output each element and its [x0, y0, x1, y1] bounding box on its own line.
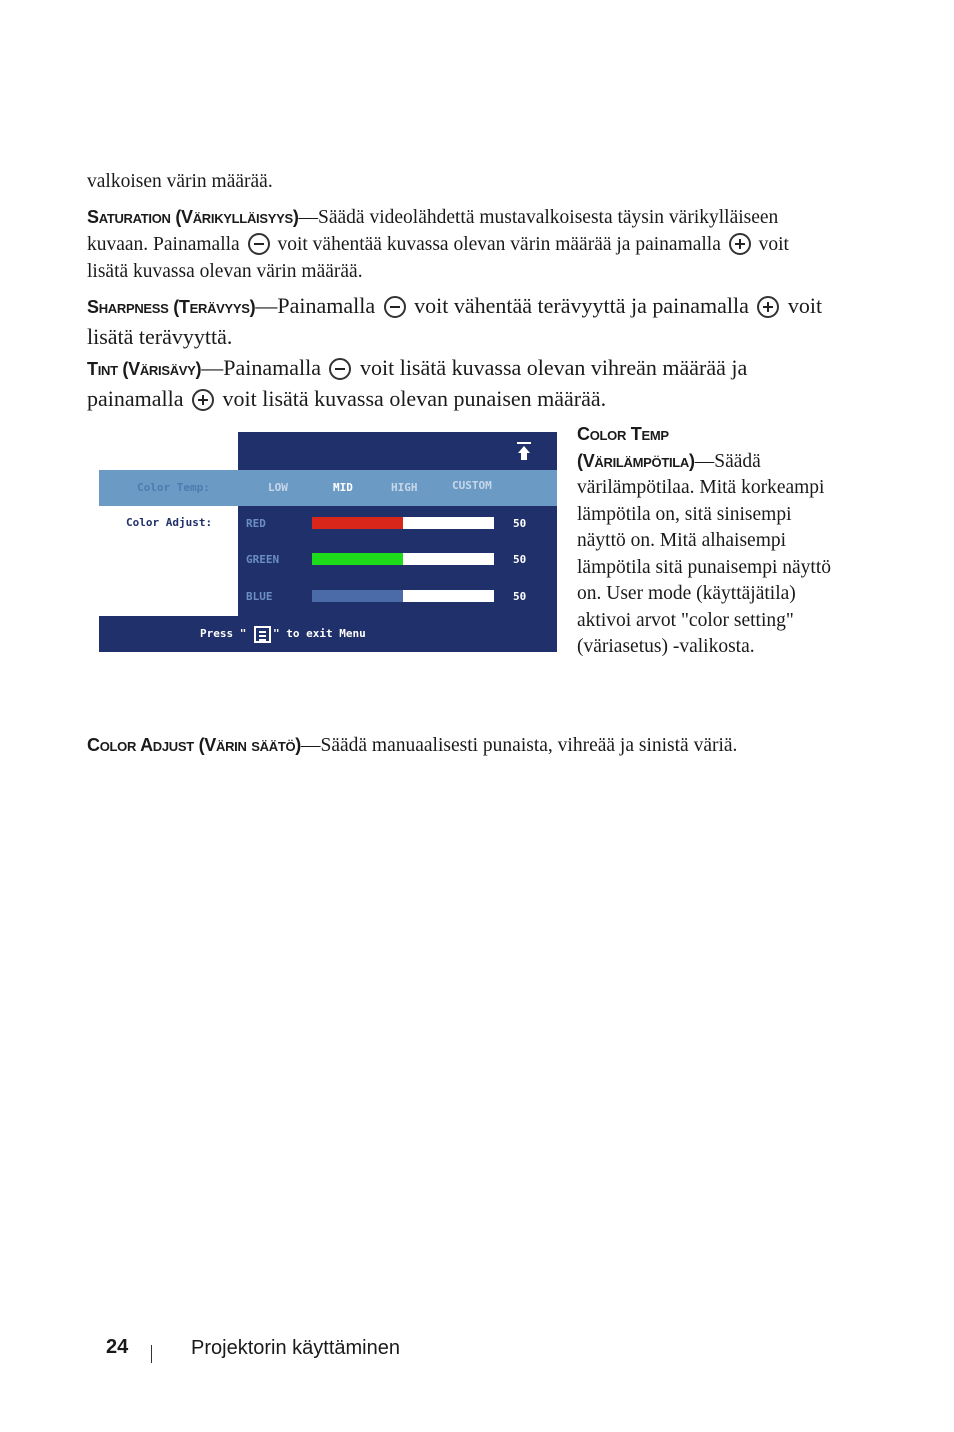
saturation-heading: Saturation (Värikylläisyys) [87, 207, 299, 227]
red-slider[interactable] [312, 517, 494, 529]
color-adjust-text: Säädä manuaalisesti punaista, vihreää ja sinistä väriä. [320, 735, 738, 756]
red-slider-fill [312, 517, 403, 529]
temp-option-mid[interactable]: MID [333, 481, 353, 494]
color-temp-row [99, 470, 557, 506]
tint-heading: Tint (Värisävy) [87, 359, 202, 379]
intro-text: valkoisen värin määrää. [87, 171, 273, 192]
sharpness-text-2: voit vähentää terävyyttä ja painamalla [414, 293, 749, 318]
saturation-text-3: voit lisätä kuvassa olevan värin määrää. [87, 234, 789, 282]
footer-divider [151, 1345, 152, 1363]
red-value: 50 [513, 517, 527, 530]
color-adjust-section [87, 732, 832, 759]
saturation-dash: — [298, 207, 319, 228]
plus-button-icon [757, 296, 779, 318]
sharpness-text-3: voit lisätä terävyyttä. [87, 293, 823, 349]
blue-value: 50 [513, 590, 527, 603]
sharpness-heading: Sharpness (Terävyys) [87, 297, 256, 317]
intro-continuation [87, 168, 832, 195]
section-title: Projektorin käyttäminen [191, 1337, 400, 1359]
color-temp-section [577, 421, 837, 661]
tint-dash: — [201, 355, 224, 380]
color-adjust-label: Color Adjust: [126, 516, 213, 529]
sharpness-dash: — [255, 293, 278, 318]
osd-footer [99, 616, 557, 652]
saturation-text-1: Säädä videolähdettä mustavalkoisesta täysin värikylläiseen kuvaan. Painamalla [87, 207, 779, 255]
osd-left-panel [99, 506, 238, 616]
sharpness-section [87, 291, 832, 351]
plus-button-icon [729, 233, 751, 255]
green-slider[interactable] [312, 553, 494, 565]
tint-section [87, 353, 832, 413]
color-temp-dash: — [694, 450, 715, 472]
color-temp-osd-menu [99, 432, 557, 652]
color-adjust-heading: Color Adjust (Värin säätö) [87, 735, 301, 755]
green-slider-fill [312, 553, 403, 565]
blue-slider[interactable] [312, 590, 494, 602]
green-label: GREEN [246, 553, 280, 566]
color-temp-heading: Color Temp [577, 424, 669, 444]
color-temp-text: Säädä värilämpötilaa. Mitä korkeampi lämpötila on, sitä sinisempi näyttö on. Mitä alhaisempi lämpötila sitä punaisempi näyttö on. User mode (käyttäjätila) aktivoi arvot "color setting" (väriasetus) -valikosta. [577, 450, 831, 657]
osd-press-text: Press " [200, 627, 247, 640]
color-adjust-dash: — [300, 735, 321, 756]
blue-label: BLUE [246, 590, 273, 603]
minus-button-icon [248, 233, 270, 255]
red-label: RED [246, 517, 266, 530]
temp-option-low[interactable]: LOW [268, 481, 288, 494]
osd-title-bar [238, 432, 557, 470]
saturation-section [87, 204, 832, 285]
minus-button-icon [329, 358, 351, 380]
move-up-icon[interactable] [517, 442, 531, 460]
green-value: 50 [513, 553, 527, 566]
temp-option-custom[interactable]: CUSTOM [452, 479, 492, 492]
osd-exit-text: " to exit Menu [273, 627, 366, 640]
sharpness-text-1: Painamalla [277, 293, 376, 318]
page-number: 24 [106, 1336, 129, 1358]
blue-slider-fill [312, 590, 403, 602]
saturation-text-2: voit vähentää kuvassa olevan värin määrää ja painamalla [277, 234, 721, 255]
minus-button-icon [384, 296, 406, 318]
tint-text-3: voit lisätä kuvassa olevan punaisen määrää. [222, 386, 607, 411]
menu-icon[interactable] [254, 626, 271, 643]
color-temp-heading-sub: (Värilämpötila) [577, 450, 695, 471]
tint-text-1: Painamalla [223, 355, 321, 380]
tint-text-2: voit lisätä kuvassa olevan vihreän määrää ja painamalla [87, 355, 748, 411]
color-temp-label: Color Temp: [137, 481, 210, 494]
temp-option-high[interactable]: HIGH [391, 481, 418, 494]
osd-adjust-panel [238, 506, 557, 616]
plus-button-icon [192, 389, 214, 411]
